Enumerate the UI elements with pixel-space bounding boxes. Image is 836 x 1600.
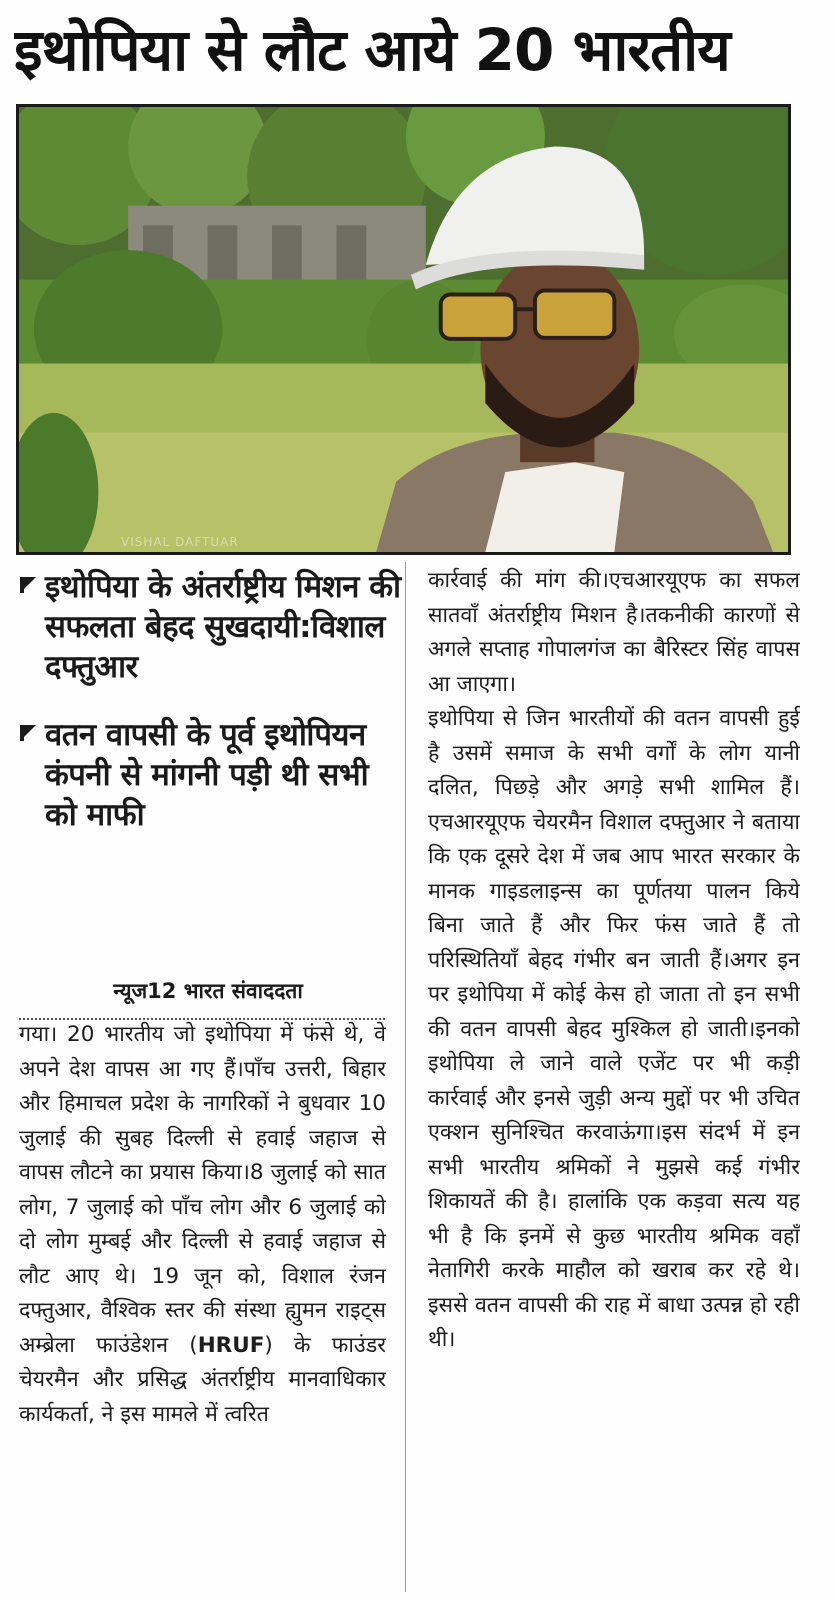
text-run: ) के फाउंडर चेयरमैन और प्रसिद्ध अंतर्राष्ट्रीय मानवाधिकार कार्यकर्ता, ने इस मामले में त्वरित — [19, 1332, 386, 1427]
bullet-icon — [18, 575, 38, 595]
highlight-text: इथोपिया के अंतर्राष्ट्रीय मिशन की सफलता बेहद सुखदायी:विशाल दफ्तुआर — [45, 569, 401, 685]
text-run: गया। 20 भारतीय जो इथोपिया में फंसे थे, वे अपने देश वापस आ गए हैं।पाँच उत्तरी, बिहार और हिमाचल प्रदेश के नागरिकों ने बुधवार 10 जुलाई की सुबह दिल्ली से हवाई जहाज से वापस लौटने का प्रयास किया।8 जुलाई को सात लोग, 7 जुलाई को पाँच लोग और 6 जुलाई को दो लोग मुम्बई और दिल्ली से हवाई जहाज से लौट आए थे। 19 जून को, विशाल रंजन दफ्तुआर, वैश्विक स्तर की संस्था ह्युमन राइट्स अम्ब्रेला फाउंडेशन ( — [19, 1022, 386, 1358]
paragraph — [19, 1018, 386, 1432]
hruf-acronym: HRUF — [197, 1332, 265, 1358]
bullet-icon — [18, 723, 38, 743]
paragraph: इथोपिया से जिन भारतीयों की वतन वापसी हुई है उसमें समाज के सभी वर्गों के लोग यानी दलित, पिछड़े और अगड़े सभी शामिल हैं।एचआरयूएफ चेयरमैन विशाल दफ्तुआर ने बताया कि एक दूसरे देश में जब आप भारत सरकार के मानक गाइडलाइन्स का पूर्णतया पालन किये बिना जाते हैं और फिर फंस जाते हैं तो परिस्थितियाँ बेहद गंभीर बन जाती हैं।अगर इन पर इथोपिया में कोई केस हो जाता तो इन सभी की वतन वापसी बेहद मुश्किल हो जाती।इनको इथोपिया ले जाने वाले एजेंट पर भी कड़ी कार्रवाई और इनसे जुड़ी अन्य मुद्दों पर भी उचित एक्शन सुनिश्चित करवाऊंगा।इस संदर्भ में इन सभी भारतीय श्रमिकों ने मुझसे कई गंभीर शिकायतें की है। हालांकि एक कड़वा सत्य यह भी है कि इनमें से कुछ भारतीय श्रमिक वहाँ नेतागिरी करके माहौल को खराब कर रहे थे।इससे वतन वापसी की राह में बाधा उत्पन्न हो रही थी। — [428, 706, 800, 1352]
column-divider — [405, 562, 406, 1592]
highlight-item — [17, 567, 407, 687]
byline: न्यूज12 भारत संवाददता — [113, 979, 303, 1003]
highlight-item — [17, 715, 407, 835]
photo-credit: VISHAL DAFTUAR — [121, 535, 239, 549]
paragraph: कार्रवाई की मांग की।एचआरयूएफ का सफल सातवाँ अंतर्राष्ट्रीय मिशन है।तकनीकी कारणों से अगले सप्ताह गोपालगंज का बैरिस्टर सिंह वापस आ जाएगा। — [428, 568, 800, 697]
headline: इथोपिया से लौट आये 20 भारतीय — [14, 16, 730, 84]
article-body-right — [428, 564, 800, 1594]
article-photo — [16, 104, 791, 555]
highlight-text: वतन वापसी के पूर्व इथोपियन कंपनी से मांगनी पड़ी थी सभी को माफी — [45, 717, 369, 833]
photo-illustration — [19, 107, 788, 552]
article-body-left — [19, 1018, 386, 1588]
highlights — [17, 567, 407, 835]
